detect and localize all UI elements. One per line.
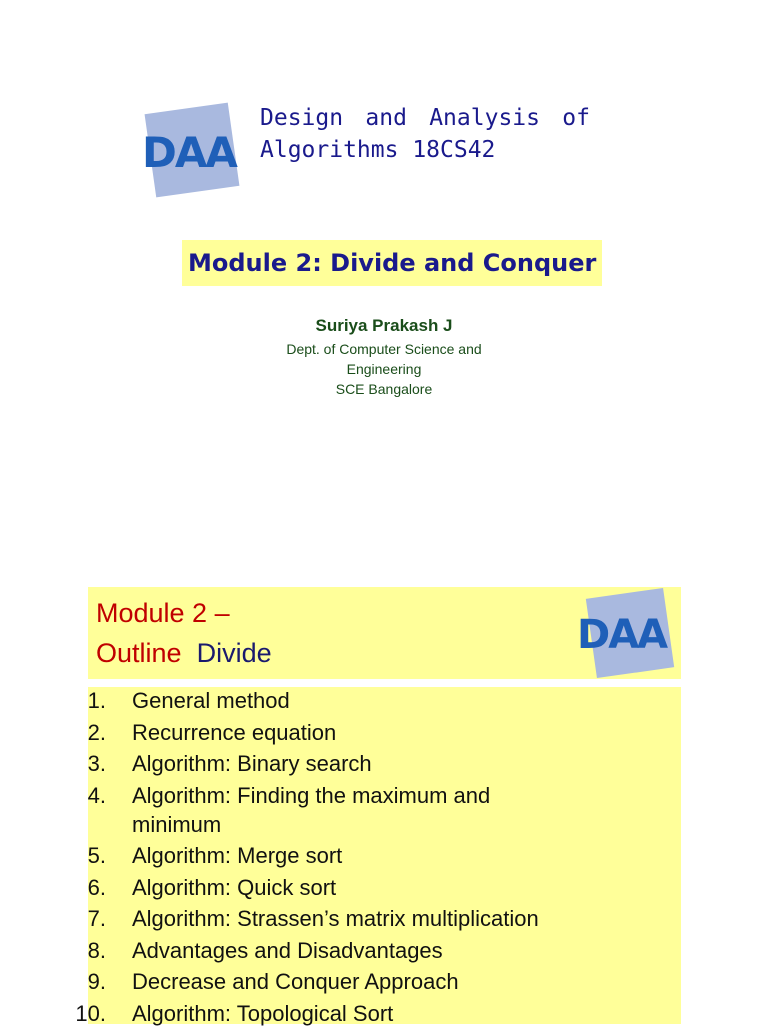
author-name: Suriya Prakash J [315,316,453,335]
outline-item [0,936,681,965]
outline-item-label: General method [132,688,290,713]
course-title-word: of [562,105,590,131]
daa-logo-small [575,589,681,679]
outline-list [0,686,681,1030]
outline-item-number: 8. [87,937,106,963]
outline-title-line1: Module 2 – [96,598,230,628]
outline-item [0,873,681,902]
author-dept-line: SCE Bangalore [335,381,433,397]
outline-item-label: Algorithm: Topological Sort [132,1000,394,1026]
module-title: Module 2: Divide and Conquer [182,240,602,286]
outline-item-label: Algorithm: Binary search [132,751,372,776]
outline-item-label: Algorithm: Merge sort [132,843,343,868]
logo-text: DAA [577,612,667,658]
author-dept [234,339,534,399]
course-title-word: and [365,105,407,131]
outline-item-label: Recurrence equation [132,719,337,745]
course-title [260,102,590,166]
outline-item-label: Algorithm: Finding the maximum and minimum [132,782,491,837]
outline-item-number: 2. [87,719,106,745]
outline-item-number: 1. [87,688,106,713]
outline-title-line3 [96,673,336,679]
author-block [234,315,534,399]
outline-item [0,781,681,839]
outline-item-number: 7. [87,906,106,931]
outline-item [0,904,681,933]
course-title-line2: Algorithms 18CS42 [260,137,496,163]
outline-item-label: Algorithm: Strassen’s matrix multiplication [132,906,539,931]
course-title-word: Analysis [429,105,540,131]
outline-item-label: Advantages and Disadvantages [132,937,443,963]
author-dept-line: Dept. of Computer Science and [286,341,482,357]
outline-item-label: Algorithm: Quick sort [132,874,337,900]
outline-item [0,999,681,1028]
outline-title-red: Outline [96,638,182,668]
outline-item [0,967,681,996]
outline-item-label: Decrease and Conquer Approach [132,969,459,994]
outline-item-number: 4. [87,782,106,808]
outline-item [0,686,681,715]
course-title-word: Design [260,105,344,131]
outline-item-number: 6. [87,874,106,900]
outline-title-blue: Divide [196,638,272,668]
outline-item-number: 10. [75,1000,106,1026]
outline-title-line2 [96,633,336,673]
outline-item-number: 5. [87,843,106,868]
daa-logo [140,104,250,196]
outline-item [0,718,681,747]
logo-text: DAA [142,128,236,177]
outline-item [0,841,681,870]
outline-header [88,587,681,679]
outline-item-number: 9. [87,969,106,994]
author-dept-line: Engineering [346,361,422,377]
outline-item-number: 3. [87,751,106,776]
outline-title [96,593,336,679]
outline-item [0,749,681,778]
